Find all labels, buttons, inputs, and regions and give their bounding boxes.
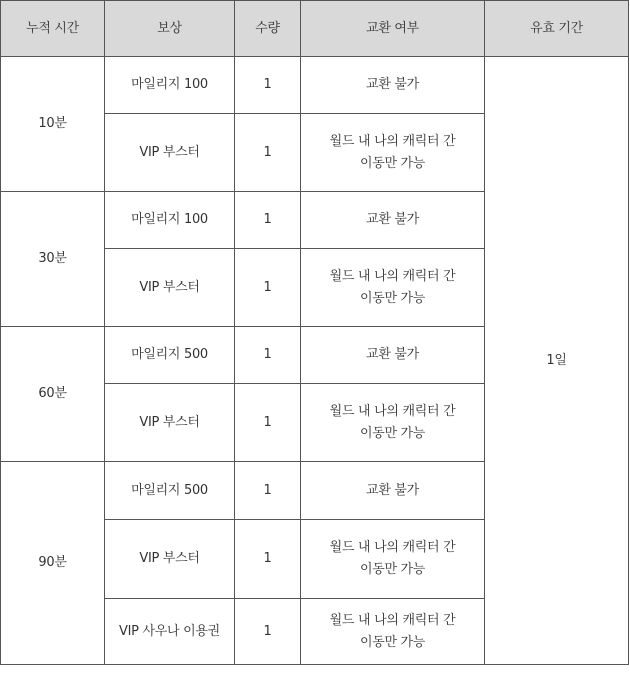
reward-cell: VIP 부스터 xyxy=(105,384,235,462)
quantity-cell: 1 xyxy=(235,599,301,665)
reward-cell: VIP 부스터 xyxy=(105,520,235,599)
exchange-cell xyxy=(301,520,485,599)
quantity-cell: 1 xyxy=(235,462,301,520)
exchange-text-line2: 이동만 가능 xyxy=(359,290,426,306)
header-validity: 유효 기간 xyxy=(485,1,629,57)
reward-cell: VIP 부스터 xyxy=(105,249,235,327)
exchange-text: 교환 불가 xyxy=(366,482,419,498)
time-cell: 90분 xyxy=(1,462,105,665)
exchange-text-line2: 이동만 가능 xyxy=(359,562,426,577)
quantity-cell: 1 xyxy=(235,384,301,462)
quantity-cell: 1 xyxy=(235,114,301,192)
exchange-text-line2: 이동만 가능 xyxy=(359,425,426,441)
time-cell: 10분 xyxy=(1,57,105,192)
exchange-text: 교환 불가 xyxy=(366,212,419,227)
exchange-cell xyxy=(301,384,485,462)
exchange-text: 교환 불가 xyxy=(366,347,419,362)
time-cell: 30분 xyxy=(1,192,105,327)
exchange-cell xyxy=(301,57,485,114)
table-row xyxy=(1,57,629,114)
header-reward: 보상 xyxy=(105,1,235,57)
exchange-cell xyxy=(301,114,485,192)
reward-cell: 마일리지 100 xyxy=(105,57,235,114)
reward-cell: VIP 부스터 xyxy=(105,114,235,192)
exchange-text-line2: 이동만 가능 xyxy=(359,155,426,171)
reward-cell: 마일리지 100 xyxy=(105,192,235,249)
exchange-cell xyxy=(301,462,485,520)
exchange-text-line2: 이동만 가능 xyxy=(359,634,426,650)
quantity-cell: 1 xyxy=(235,57,301,114)
time-cell: 60분 xyxy=(1,327,105,462)
validity-cell: 1일 xyxy=(485,57,629,665)
header-row xyxy=(1,1,629,57)
exchange-cell xyxy=(301,192,485,249)
exchange-text-line1: 월드 내 나의 캐릭터 간 xyxy=(329,133,456,149)
exchange-cell xyxy=(301,249,485,327)
reward-cell: 마일리지 500 xyxy=(105,462,235,520)
header-cumulative-time: 누적 시간 xyxy=(1,1,105,57)
exchange-text: 교환 불가 xyxy=(366,77,419,92)
exchange-text-line1: 월드 내 나의 캐릭터 간 xyxy=(329,403,456,419)
quantity-cell: 1 xyxy=(235,327,301,384)
exchange-cell xyxy=(301,599,485,665)
header-quantity: 수량 xyxy=(235,1,301,57)
reward-cell: 마일리지 500 xyxy=(105,327,235,384)
quantity-cell: 1 xyxy=(235,192,301,249)
header-exchange: 교환 여부 xyxy=(301,1,485,57)
reward-cell: VIP 사우나 이용권 xyxy=(105,599,235,665)
exchange-text-line1: 월드 내 나의 캐릭터 간 xyxy=(329,540,456,555)
quantity-cell: 1 xyxy=(235,249,301,327)
exchange-cell xyxy=(301,327,485,384)
quantity-cell: 1 xyxy=(235,520,301,599)
exchange-text-line1: 월드 내 나의 캐릭터 간 xyxy=(329,268,456,284)
exchange-text-line1: 월드 내 나의 캐릭터 간 xyxy=(329,612,456,628)
